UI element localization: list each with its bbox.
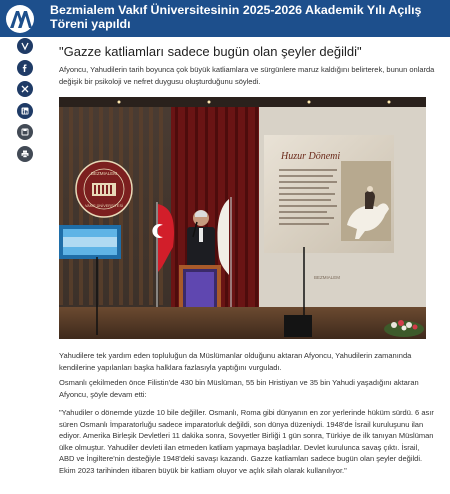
seal-bottom-text: VAKIF ÜNİVERSİTESİ bbox=[84, 204, 124, 208]
paragraph-2: Osmanlı çekilmeden önce Filistin'de 430 bin Müslüman, 55 bin Hristiyan ve 35 bin Yahudi yaşadığını aktaran Afyoncu, şöyle devam etti: bbox=[59, 378, 419, 399]
screen-title: Huzur Dönemi bbox=[281, 151, 341, 162]
print-icon[interactable] bbox=[17, 146, 33, 162]
aa-logo[interactable] bbox=[0, 0, 40, 37]
intro-paragraph: Afyoncu, Yahudilerin tarih boyunca çok büyük katliamlara ve sürgünlere maruz kaldığını belirterek, bunun onlarda değişik bir psikoloji ve nefret duygusu oluşturduğunu söyledi. bbox=[59, 65, 435, 86]
paragraph-3: "Yahudiler o dönemde yüzde 10 bile değiller. Osmanlı, Roma gibi dünyanın en zor yerlerinde hüküm sürdü. 6 asır süren Osmanlı İmparatorluğu sadece imparatorluk değildi, son dünya düzeniydi. 1948'de İsrail kuruluşunu ilan ediyor. Amerika Birleşik Devletleri 11 dakika sonra, Sovyetler Birliği 1 gün sonra, Türkiye de ilk tanıyan Müslüman ülke olmuştur. Yahudiler devleti ilan etmeden katliam yapmaya başladılar. Devlet kuruluncа savaş çıktı. İsrail, ABD ve İngiltere'nin desteğiyle 1948'deki savaşı kazandı. Gazze katliamları sadece bugün olan şeyler değildi. Ekim 2023 tarihinden itibaren büyük bir katliam oluyor ve açlık silah olarak kullanılıyor." bbox=[59, 408, 434, 475]
linkedin-icon[interactable] bbox=[17, 103, 33, 119]
section-title: "Gazze katliamları sadece bugün olan şeyler değildi" bbox=[59, 44, 362, 59]
article-header bbox=[0, 0, 450, 37]
headline: Bezmialem Vakıf Üniversitesinin 2025-2026 Akademik Yılı Açılış Töreni yapıldı bbox=[50, 3, 422, 31]
x-icon[interactable] bbox=[17, 81, 33, 97]
share-bar bbox=[17, 38, 37, 167]
wall-brand: BEZMIALEM bbox=[313, 275, 341, 280]
facebook-icon[interactable] bbox=[17, 60, 33, 76]
seal-top-text: BEZMIALEM bbox=[90, 171, 118, 176]
save-icon[interactable] bbox=[17, 124, 33, 140]
article-photo bbox=[59, 97, 426, 339]
paragraph-1: Yahudilere tek yardım eden topluluğun da Müslümanlar olduğunu aktaran Afyoncu, Yahudilerin zamanında kendilerine yapılanları başka halklara fazlasıyla yaptığını vurguladı. bbox=[59, 351, 412, 372]
aa-logo-icon bbox=[4, 4, 36, 34]
share-icon[interactable] bbox=[17, 38, 33, 54]
